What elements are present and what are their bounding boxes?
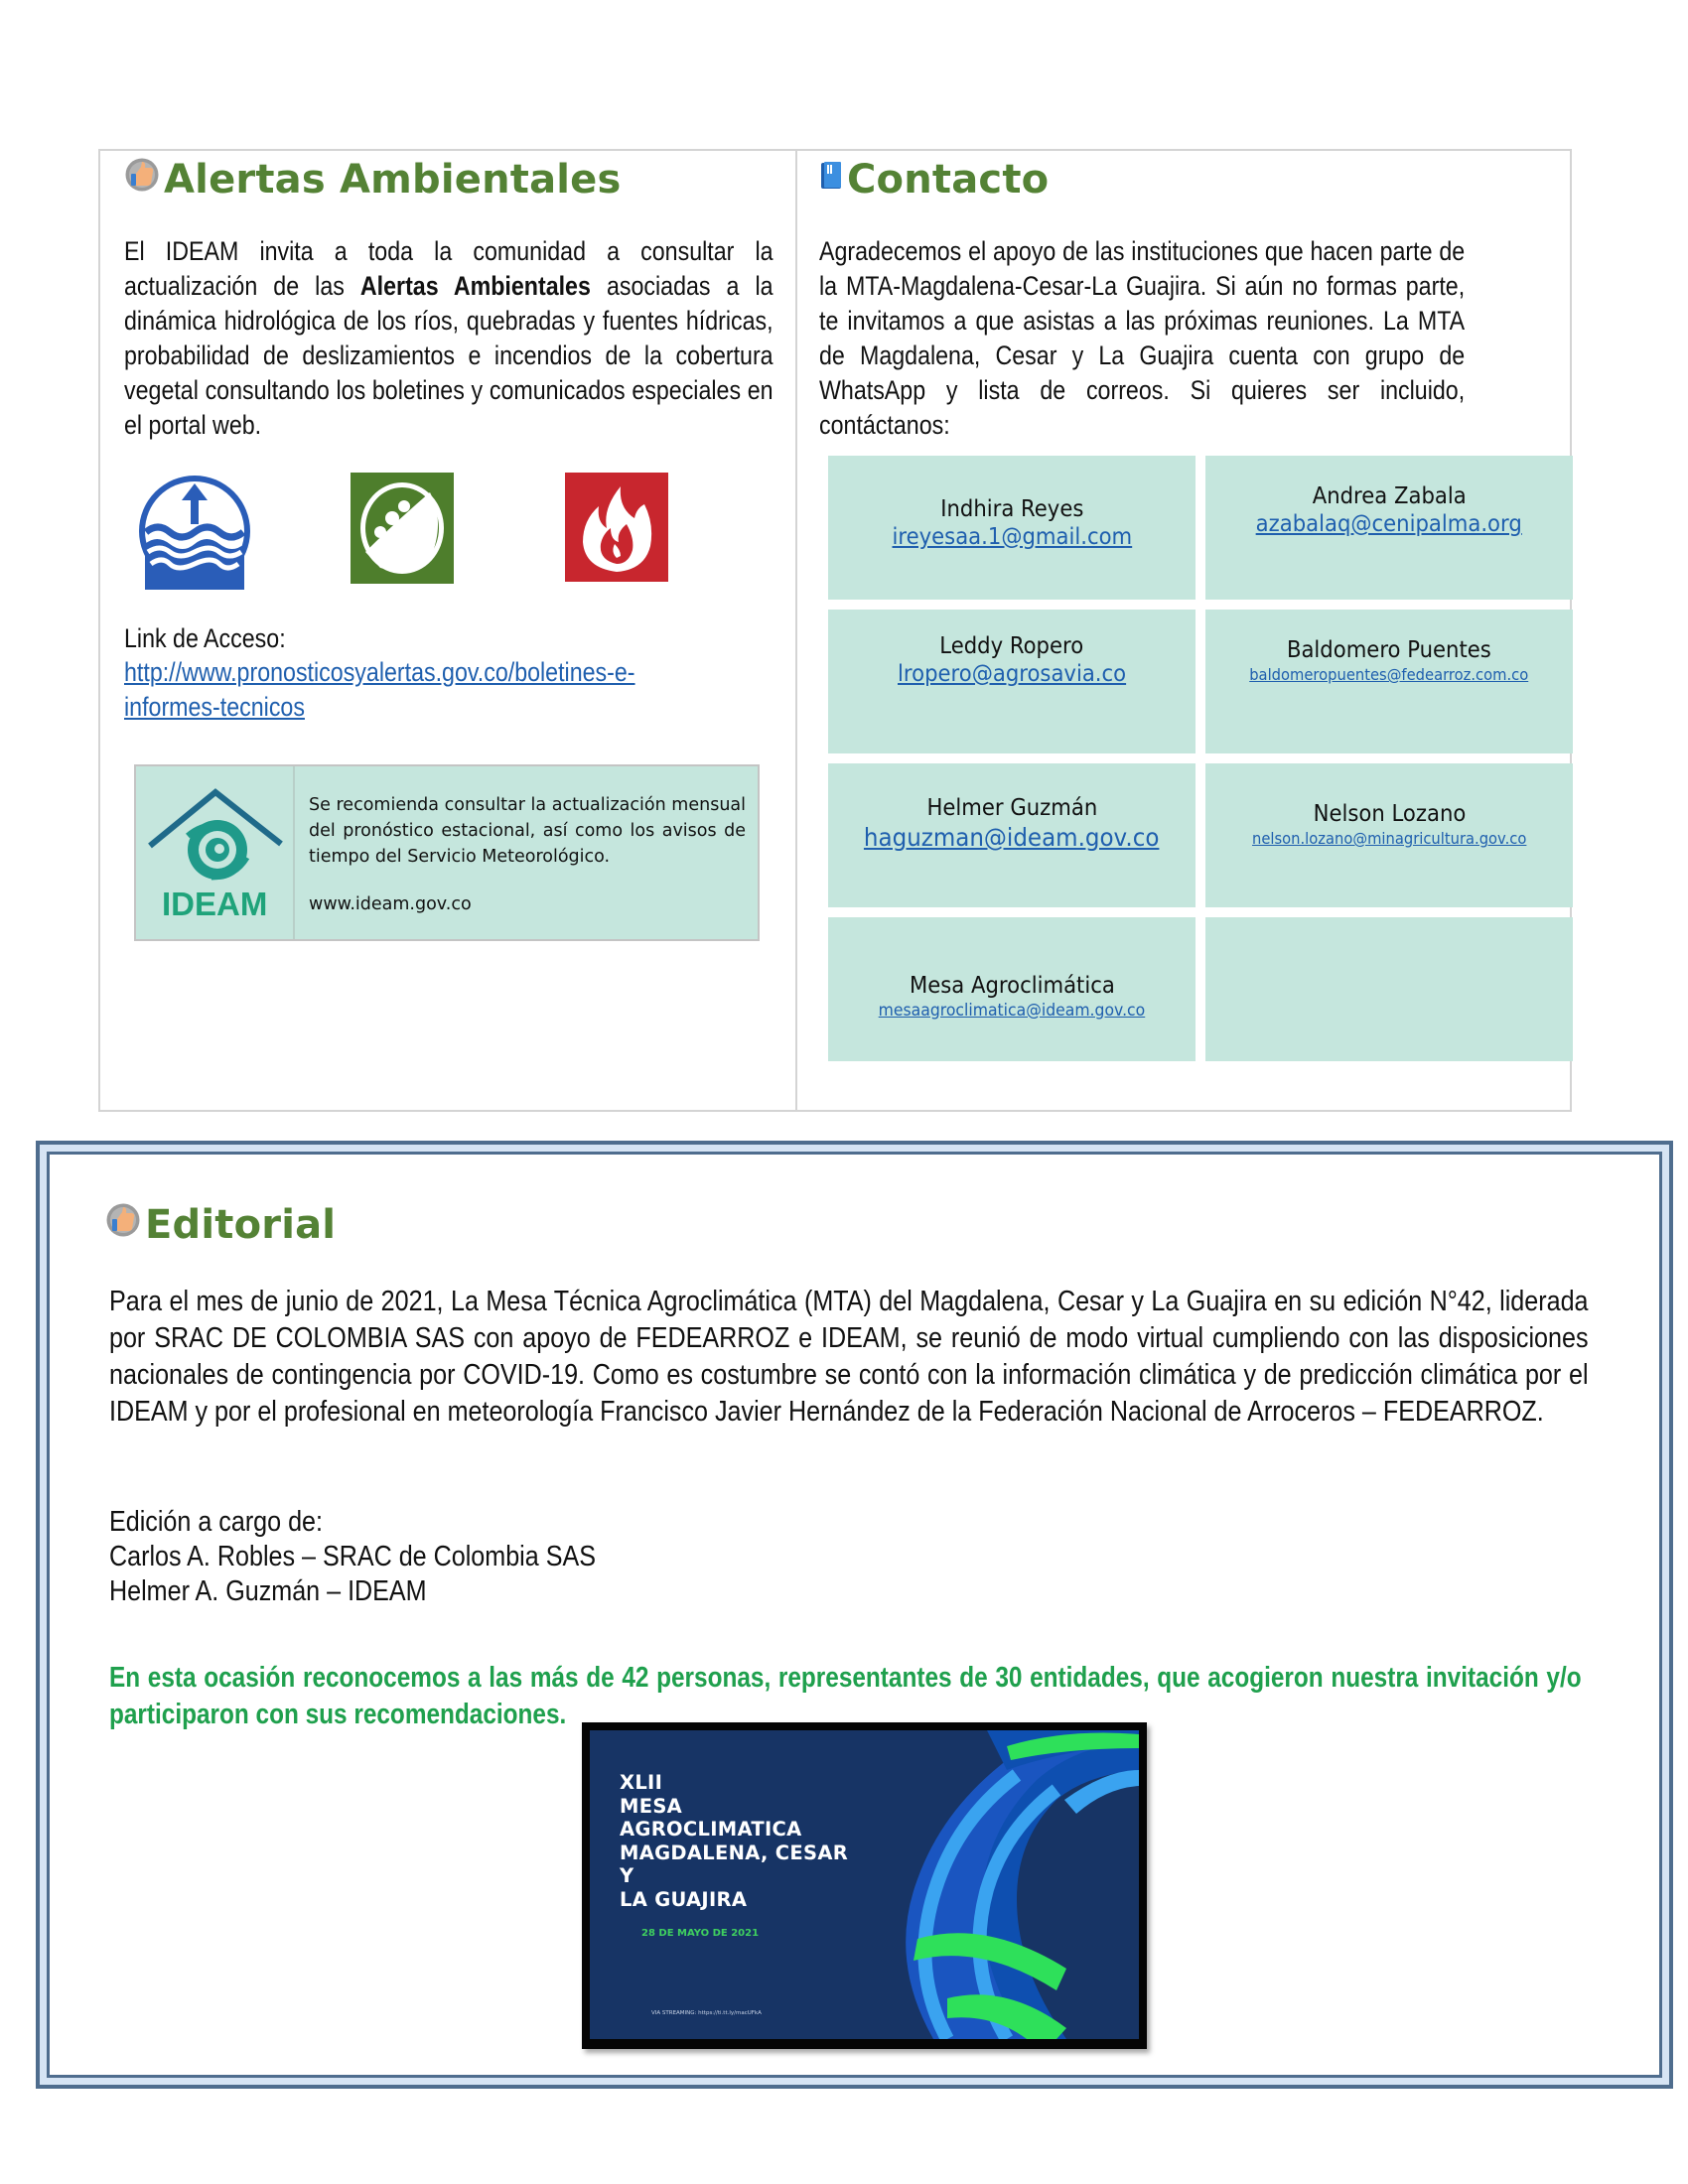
recognition-text: En esta ocasión reconocemos a las más de 42 personas, representantes de 30 entidades, que acogieron nuestra invitación y/o participaron con sus recomendaciones. bbox=[109, 1662, 1582, 1730]
contact-name: Leddy Ropero bbox=[939, 633, 1084, 659]
alertas-paragraph bbox=[124, 234, 774, 443]
ideam-recommendation: Se recomienda consultar la actualización mensual del pronóstico estacional, así como los avisos de tiempo del Servicio Meteorológico. bbox=[309, 795, 746, 867]
contact-card bbox=[828, 763, 1196, 907]
editorial-frame bbox=[36, 1141, 1673, 2089]
contact-card bbox=[1205, 610, 1573, 753]
contact-email[interactable]: nelson.lozano@minagricultura.gov.co bbox=[1251, 829, 1527, 848]
editorial-heading bbox=[105, 1202, 336, 1248]
credit-line: Helmer A. Guzmán – IDEAM bbox=[109, 1575, 427, 1607]
ideam-box-text bbox=[295, 766, 758, 939]
credit-line: Carlos A. Robles – SRAC de Colombia SAS bbox=[109, 1541, 596, 1572]
event-banner bbox=[582, 1722, 1147, 2049]
ideam-info-box bbox=[134, 764, 760, 941]
contact-name: Mesa Agroclimática bbox=[909, 972, 1115, 999]
top-table bbox=[98, 149, 1572, 1112]
alertas-paragraph-end: asociadas a la dinámica hidrológica de los ríos, quebradas y fuentes hídricas, probabilidad de deslizamientos e incendios de la cobertura vegetal consultando los boletines y comunicados especiales en el portal web. bbox=[124, 271, 774, 440]
contacto-column bbox=[797, 151, 1570, 1110]
contact-email[interactable]: mesaagroclimatica@ideam.gov.co bbox=[878, 1000, 1146, 1021]
banner-stream-link: VIA STREAMING: https://ti.tt.ly/macUFkA bbox=[651, 2010, 762, 2016]
contacto-heading bbox=[819, 157, 1049, 203]
alertas-paragraph-bold: Alertas Ambientales bbox=[359, 271, 591, 301]
ideam-logo-text: IDEAM bbox=[162, 886, 268, 922]
contact-name: Nelson Lozano bbox=[1313, 801, 1466, 827]
alertas-link[interactable]: http://www.pronosticosyalertas.gov.co/boletines-e-informes-tecnicos bbox=[124, 657, 635, 722]
ideam-url[interactable]: www.ideam.gov.co bbox=[309, 894, 472, 914]
contact-card bbox=[828, 456, 1196, 600]
contact-email[interactable]: baldomeropuentes@fedearroz.com.co bbox=[1249, 665, 1529, 684]
credits-label: Edición a cargo de: bbox=[109, 1506, 324, 1538]
editorial-content bbox=[47, 1152, 1662, 2078]
contact-card bbox=[828, 917, 1196, 1061]
contact-email[interactable]: lropero@agrosavia.co bbox=[897, 661, 1127, 687]
contact-email[interactable]: haguzman@ideam.gov.co bbox=[864, 823, 1160, 852]
contact-card-empty bbox=[1205, 917, 1573, 1061]
contact-card bbox=[1205, 456, 1573, 600]
contact-name: Helmer Guzmán bbox=[926, 795, 1097, 821]
alertas-title: Alertas Ambientales bbox=[164, 157, 622, 203]
ideam-logo bbox=[136, 766, 295, 939]
contacto-title: Contacto bbox=[847, 157, 1050, 203]
link-label: Link de Acceso: bbox=[124, 623, 286, 653]
contact-name: Baldomero Puentes bbox=[1287, 637, 1491, 663]
landslide-alert-icon bbox=[351, 473, 454, 584]
alertas-column bbox=[100, 151, 797, 1110]
ideam-logo-icon bbox=[148, 786, 287, 886]
editorial-paragraph: Para el mes de junio de 2021, La Mesa Técnica Agroclimática (MTA) del Magdalena, Cesar y La Guajira en su edición N°42, liderada por SRAC DE COLOMBIA SAS con apoyo de FEDEARROZ e IDEAM, se reunió de modo virtual cumpliendo con las disposiciones nacionales de contingencia por COVID-19. Como es costumbre se contó con la información climática y de predicción climática por el IDEAM y por el profesional en meteorología Francisco Javier Hernández de la Federación Nacional de Arroceros – FEDEARROZ. bbox=[109, 1286, 1589, 1428]
contact-card bbox=[828, 610, 1196, 753]
alertas-heading bbox=[124, 157, 622, 203]
contact-email[interactable]: azabalaq@cenipalma.org bbox=[1255, 511, 1523, 537]
contact-grid bbox=[828, 456, 1573, 1061]
contact-name: Indhira Reyes bbox=[939, 495, 1084, 522]
banner-title: XLII MESA AGROCLIMATICA MAGDALENA, CESAR Y LA GUAJIRA bbox=[620, 1771, 849, 1911]
notebook-icon bbox=[819, 157, 843, 203]
alertas-paragraph-start: El IDEAM invita a toda la comunidad a consultar la actualización de las bbox=[124, 236, 774, 301]
alert-icons-row bbox=[136, 473, 692, 592]
thumbs-up-icon bbox=[124, 157, 160, 203]
contacto-paragraph: Agradecemos el apoyo de las instituciones que hacen parte de la MTA-Magdalena-Cesar-La Guajira. Si aún no formas parte, te invitamos a que asistas a las próximas reuniones. La MTA de Magdalena, Cesar y La Guajira cuenta con grupo de WhatsApp y lista de correos. Si quieres ser incluido, contáctanos: bbox=[819, 236, 1466, 440]
thumbs-up-icon bbox=[105, 1202, 141, 1248]
contact-card bbox=[1205, 763, 1573, 907]
editorial-credits bbox=[109, 1505, 596, 1609]
fire-alert-icon bbox=[565, 473, 668, 582]
event-banner-image bbox=[590, 1730, 1139, 2039]
contact-name: Andrea Zabala bbox=[1312, 483, 1467, 509]
banner-date: 28 DE MAYO DE 2021 bbox=[641, 1928, 760, 1939]
editorial-title: Editorial bbox=[145, 1202, 337, 1248]
contact-email[interactable]: ireyesaa.1@gmail.com bbox=[892, 523, 1132, 550]
flood-alert-icon bbox=[136, 473, 253, 590]
